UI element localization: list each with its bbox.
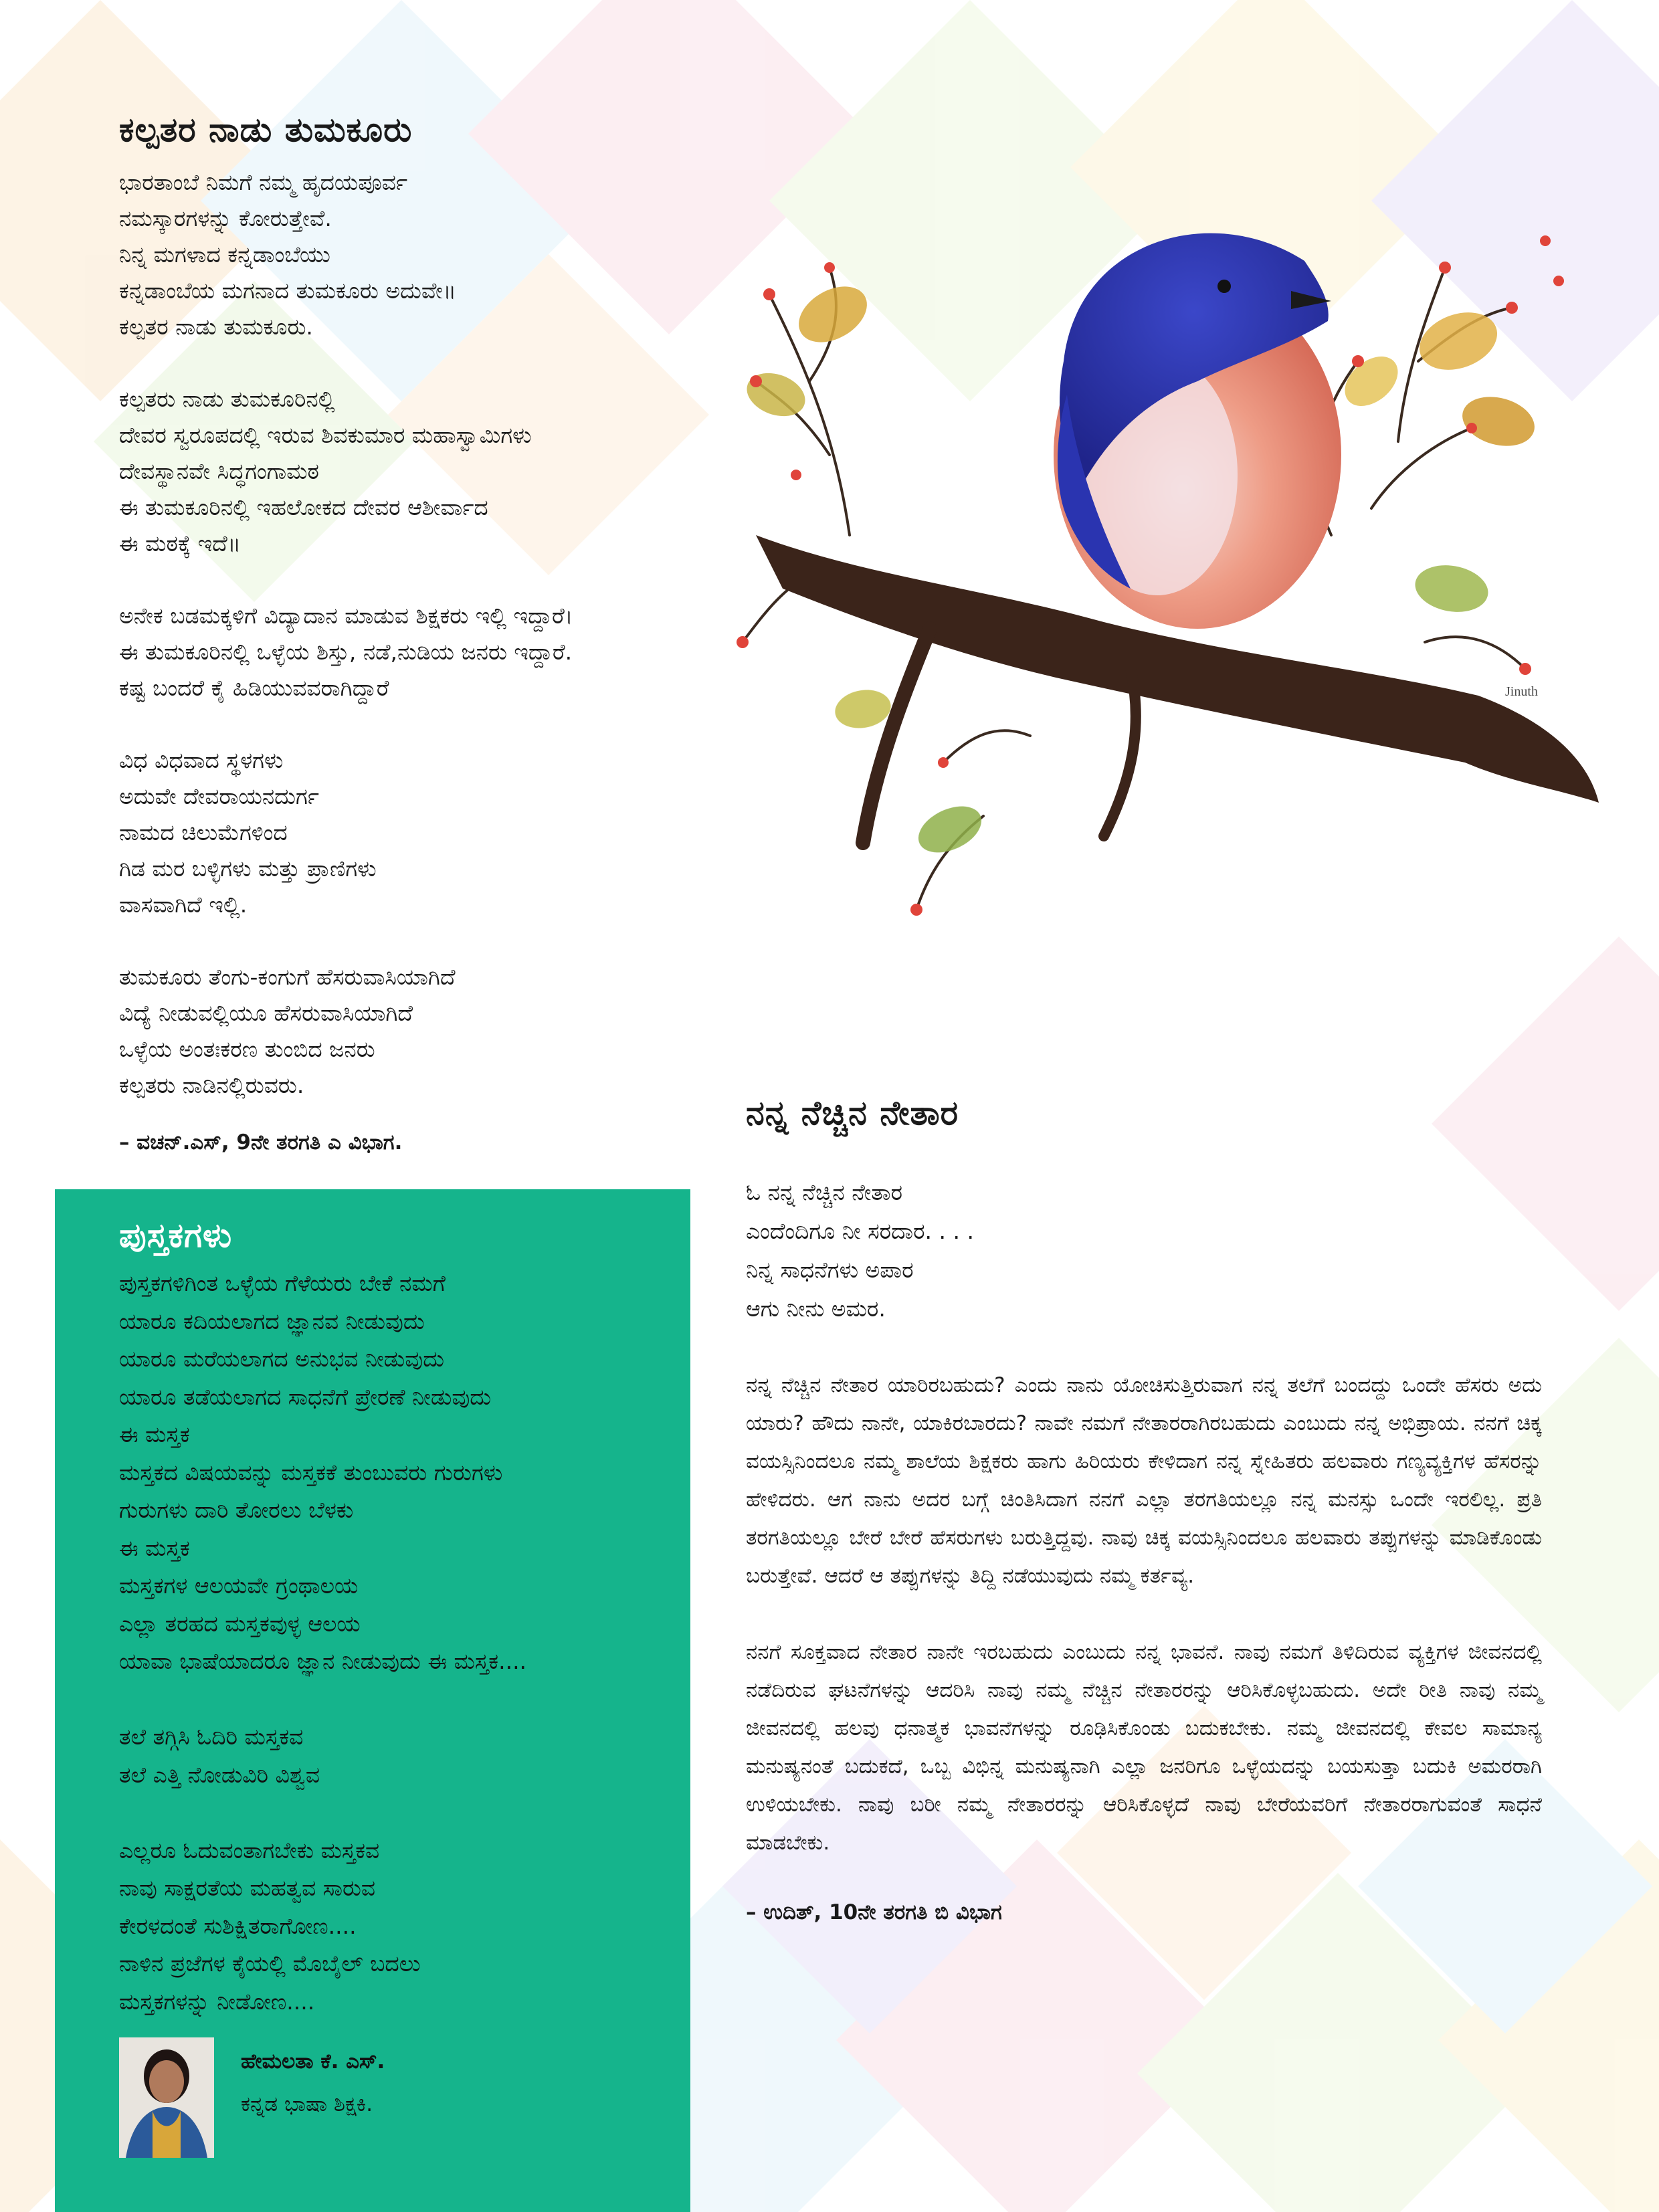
verse-line: ಕನ್ನಡಾಂಬೆಯ ಮಗನಾದ ತುಮಕೂರು ಅದುವೇ॥ xyxy=(119,278,457,304)
essay-paragraph: ನನ್ನ ನೆಚ್ಚಿನ ನೇತಾರ ಯಾರಿರಬಹುದು? ಎಂದು ನಾನು ಯೋಚಿಸುತ್ತಿರುವಾಗ ನನ್ನ ತಲೆಗೆ ಬಂದದ್ದು ಒಂದೇ ಹೆಸರು ಅದು ಯಾರು? ಹೌದು ನಾನೇ, ಯಾಕಿರಬಾರದು? ನಾವೇ ನಮಗೆ ನೇತಾರರಾಗಿರಬಹುದು ಎಂಬುದು ನನ್ನ ಅಭಿಪ್ರಾಯ. ನನಗೆ ಚಿಕ್ಕ ವಯಸ್ಸಿನಿಂದಲೂ ನಮ್ಮ ಶಾಲೆಯ ಶಿಕ್ಷಕರು ಹಾಗು ಹಿರಿಯರು ಕೇಳಿದಾಗ ನನ್ನ ಸ್ನೇಹಿತರು ಹಲವಾರು ಗಣ್ಯವ್ಯಕ್ತಿಗಳ ಹೆಸರನ್ನು ಹೇಳಿದರು. ಆಗ ನಾನು ಅದರ ಬಗ್ಗೆ ಚಿಂತಿಸಿದಾಗ ನನಗೆ ಎಲ್ಲಾ ತರಗತಿಯಲ್ಲೂ ನನ್ನ ಮನಸ್ಸು ಒಂದೇ ಇರಲಿಲ್ಲ. ಪ್ರತಿ ತರಗತಿಯಲ್ಲೂ ಬೇರೆ ಬೇರೆ ಹೆಸರುಗಳು ಬರುತ್ತಿದ್ದವು. ನಾವು ಚಿಕ್ಕ ವಯಸ್ಸಿನಿಂದಲೂ ಹಲವಾರು ತಪ್ಪುಗಳನ್ನು ಮಾಡಿಕೊಂಡು ಬರುತ್ತೇವೆ. ಆದರೆ ಆ ತಪ್ಪುಗಳನ್ನು ತಿದ್ದಿ ನಡೆಯುವುದು ನಮ್ಮ ಕರ್ತವ್ಯ. xyxy=(746,1373,1542,1588)
verse-line: ಭಾರತಾಂಬೆ ನಿಮಗೆ ನಮ್ಮ ಹೃದಯಪೂರ್ವ xyxy=(119,169,408,195)
verse-line xyxy=(119,923,735,959)
verse-line: ವಾಸವಾಗಿದೆ ಇಲ್ಲಿ. xyxy=(119,892,248,918)
verse-line: ಈ ತುಮಕೂರಿನಲ್ಲಿ ಇಹಲೋಕದ ದೇವರ ಆಶೀರ್ವಾದ xyxy=(119,494,488,520)
verse-line: ನಿನ್ನ ಸಾಧನೆಗಳು ಅಪಾರ xyxy=(746,1257,914,1283)
verse-line: ಎಂದೆಂದಿಗೂ ನೀ ಸರದಾರ. . . . xyxy=(746,1218,974,1244)
verse-line: ಕೇರಳದಂತೆ ಸುಶಿಕ್ಷಿತರಾಗೋಣ.... xyxy=(119,1912,357,1939)
verse-line: ಮಸ್ತಕಗಳ ಆಲಯವೇ ಗ್ರಂಥಾಲಯ xyxy=(119,1573,359,1599)
verse-line xyxy=(119,1794,694,1832)
verse-line: ನಿನ್ನ ಮಗಳಾದ ಕನ್ನಡಾಂಬೆಯು xyxy=(119,241,330,268)
verse-line xyxy=(119,706,735,742)
verse-line: ಯಾರೂ ತಡೆಯಲಾಗದ ಸಾಧನೆಗೆ ಪ್ರೇರಣೆ ನೀಡುವುದು xyxy=(119,1383,492,1410)
poem-lines xyxy=(119,1265,694,2021)
verse-line: ಈ ಮಸ್ತಕ xyxy=(119,1421,190,1447)
verse-line: ಎಲ್ಲಾ ತರಹದ ಮಸ್ತಕವುಳ್ಳ ಆಲಯ xyxy=(119,1610,361,1637)
verse-line: ಓ ನನ್ನ ನೆಚ್ಚಿನ ನೇತಾರ xyxy=(746,1179,903,1205)
essay-credit: – ಉದಿತ್, 10ನೇ ತರಗತಿ ಬಿ ವಿಭಾಗ xyxy=(746,1900,1002,1924)
essay-intro-verse xyxy=(746,1173,1542,1328)
verse-line: ದೇವಸ್ಥಾನವೇ ಸಿದ್ಧಗಂಗಾಮಠ xyxy=(119,458,320,484)
verse-line: ನಮಸ್ಕಾರಗಳನ್ನು ಕೋರುತ್ತೇವೆ. xyxy=(119,205,332,231)
verse-line: ಕಲ್ಪತರು ನಾಡಿನಲ್ಲಿರುವರು. xyxy=(119,1072,304,1098)
verse-line: ವಿದ್ಯೆ ನೀಡುವಲ್ಲಿಯೂ ಹೆಸರುವಾಸಿಯಾಗಿದೆ xyxy=(119,1000,413,1026)
verse-line: ವಿಧ ವಿಧವಾದ ಸ್ಥಳಗಳು xyxy=(119,747,284,773)
poem-title: ಪುಸ್ತಕಗಳು xyxy=(119,1216,233,1255)
bird-painting xyxy=(729,161,1619,950)
verse-line: ಕಷ್ಟ ಬಂದರೆ ಕೈ ಹಿಡಿಯುವವರಾಗಿದ್ದಾರೆ xyxy=(119,675,389,701)
verse-line: ನಾಮದ ಚಿಲುಮೆಗಳಿಂದ xyxy=(119,819,288,845)
author-block xyxy=(119,2037,654,2158)
verse-line: ಈ ಮಸ್ತಕ xyxy=(119,1534,190,1561)
verse-line: ಗಿಡ ಮರ ಬಳ್ಳಿಗಳು ಮತ್ತು ಪ್ರಾಣಿಗಳು xyxy=(119,856,377,882)
verse-line: ದೇವರ ಸ್ವರೂಪದಲ್ಲಿ ಇರುವ ಶಿವಕುಮಾರ ಮಹಾಸ್ವಾಮಿಗಳು xyxy=(119,422,532,448)
verse-line: ಈ ತುಮಕೂರಿನಲ್ಲಿ ಒಳ್ಳೆಯ ಶಿಸ್ತು, ನಡೆ,ನುಡಿಯ ಜನರು ಇದ್ದಾರೆ. xyxy=(119,639,573,665)
artist-signature: Jinuth xyxy=(1505,684,1538,699)
verse-line: ಅನೇಕ ಬಡಮಕ್ಕಳಿಗೆ ವಿದ್ಯಾದಾನ ಮಾಡುವ ಶಿಕ್ಷಕರು ಇಲ್ಲಿ ಇದ್ದಾರೆ। xyxy=(119,603,573,629)
verse-line: ಅದುವೇ ದೇವರಾಯನದುರ್ಗ xyxy=(119,783,319,809)
verse-line xyxy=(119,1681,694,1719)
verse-line: ಗುರುಗಳು ದಾರಿ ತೋರಲು ಬೆಳಕು xyxy=(119,1497,354,1523)
verse-line: ತಲೆ ಎತ್ತಿ ನೋಡುವಿರಿ ವಿಶ್ವವ xyxy=(119,1761,320,1788)
verse-line: ಪುಸ್ತಕಗಳಿಗಿಂತ ಒಳ್ಳೆಯ ಗೆಳೆಯರು ಬೇಕೆ ನಮಗೆ xyxy=(119,1270,446,1296)
verse-line: ಮಸ್ತಕದ ವಿಷಯವನ್ನು ಮಸ್ತಕಕೆ ತುಂಬುವರು ಗುರುಗಳು xyxy=(119,1459,503,1486)
verse-line: ಮಸ್ತಕಗಳನ್ನು ನೀಡೋಣ.... xyxy=(119,1988,315,2015)
essay-my-favourite-leader xyxy=(746,1094,1542,1925)
essay-title: ನನ್ನ ನೆಚ್ಚಿನ ನೇತಾರ xyxy=(746,1094,959,1132)
poem-tumakuru xyxy=(119,110,735,1155)
author-photo xyxy=(119,2037,214,2158)
poem-title: ಕಲ್ಪತರ ನಾಡು ತುಮಕೂರು xyxy=(119,110,413,149)
author-name: ಹೇಮಲತಾ ಕೆ. ಎಸ್. xyxy=(241,2049,385,2074)
essay-paragraph: ನನಗೆ ಸೂಕ್ತವಾದ ನೇತಾರ ನಾನೇ ಇರಬಹುದು ಎಂಬುದು ನನ್ನ ಭಾವನೆ. ನಾವು ನಮಗೆ ತಿಳಿದಿರುವ ವ್ಯಕ್ತಿಗಳ ಜೀವನದಲ್ಲಿ ನಡೆದಿರುವ ಘಟನೆಗಳನ್ನು ಆದರಿಸಿ ನಾವು ನಮ್ಮ ನೆಚ್ಚಿನ ನೇತಾರರನ್ನು ಆರಿಸಿಕೊಳ್ಳಬಹುದು. ಅದೇ ರೀತಿ ನಾವು ನಮ್ಮ ಜೀವನದಲ್ಲಿ ಹಲವು ಧನಾತ್ಮಕ ಭಾವನೆಗಳನ್ನು ರೂಢಿಸಿಕೊಂಡು ಬದುಕಬೇಕು. ನಮ್ಮ ಜೀವನದಲ್ಲಿ ಕೇವಲ ಸಾಮಾನ್ಯ ಮನುಷ್ಯನಂತೆ ಬದುಕದೆ, ಒಬ್ಬ ವಿಭಿನ್ನ ಮನುಷ್ಯನಾಗಿ ಎಲ್ಲಾ ಜನರಿಗೂ ಒಳ್ಳೆಯದನ್ನು ಬಯಸುತ್ತಾ ಬದುಕಿ ಅಮರರಾಗಿ ಉಳಿಯಬೇಕು. ನಾವು ಬರೀ ನಮ್ಮ ನೇತಾರರನ್ನು ಆರಿಸಿಕೊಳ್ಳದೆ ನಾವು ಬೇರೆಯವರಿಗೆ ನೇತಾರರಾಗುವಂತೆ ಸಾಧನೆ ಮಾಡಬೇಕು. xyxy=(746,1640,1542,1855)
verse-line: ಯಾರೂ ಕದಿಯಲಾಗದ ಜ್ಞಾನವ ನೀಡುವುದು xyxy=(119,1308,425,1334)
verse-line: ನಾಳಿನ ಪ್ರಜೆಗಳ ಕೈಯಲ್ಲಿ ಮೊಬೈಲ್ ಬದಲು xyxy=(119,1950,421,1977)
poem-books xyxy=(119,1216,694,2021)
verse-line: ಕಲ್ಪತರ ನಾಡು ತುಮಕೂರು. xyxy=(119,314,313,340)
verse-line: ಯಾವಾ ಭಾಷೆಯಾದರೂ ಜ್ಞಾನ ನೀಡುವುದು ಈ ಮಸ್ತಕ.... xyxy=(119,1648,527,1674)
verse-line: ಎಲ್ಲರೂ ಓದುವಂತಾಗಬೇಕು ಮಸ್ತಕವ xyxy=(119,1837,380,1864)
verse-line xyxy=(119,562,735,598)
poem-lines xyxy=(119,165,735,1104)
verse-line: ಆಗು ನೀನು ಅಮರ. xyxy=(746,1296,886,1322)
verse-line: ಕಲ್ಪತರು ನಾಡು ತುಮಕೂರಿನಲ್ಲಿ xyxy=(119,386,335,412)
verse-line xyxy=(119,345,735,381)
verse-line: ತಲೆ ತಗ್ಗಿಸಿ ಓದಿರಿ ಮಸ್ತಕವ xyxy=(119,1724,304,1750)
author-role: ಕನ್ನಡ ಭಾಷಾ ಶಿಕ್ಷಕಿ. xyxy=(241,2092,373,2116)
verse-line: ನಾವು ಸಾಕ್ಷರತೆಯ ಮಹತ್ವವ ಸಾರುವ xyxy=(119,1875,376,1901)
books-poem-box xyxy=(55,1189,690,2212)
verse-line: ಈ ಮಠಕ್ಕೆ ಇದೆ॥ xyxy=(119,530,241,557)
verse-line: ಒಳ್ಳೆಯ ಅಂತಃಕರಣ ತುಂಬಿದ ಜನರು xyxy=(119,1036,375,1062)
verse-line: ತುಮಕೂರು ತೆಂಗು-ಕಂಗುಗೆ ಹೆಸರುವಾಸಿಯಾಗಿದೆ xyxy=(119,964,456,990)
poem-credit: – ವಚನ್.ಎಸ್, 9ನೇ ತರಗತಿ ಎ ವಿಭಾಗ. xyxy=(119,1130,403,1154)
verse-line: ಯಾರೂ ಮರೆಯಲಾಗದ ಅನುಭವ ನೀಡುವುದು xyxy=(119,1346,445,1372)
